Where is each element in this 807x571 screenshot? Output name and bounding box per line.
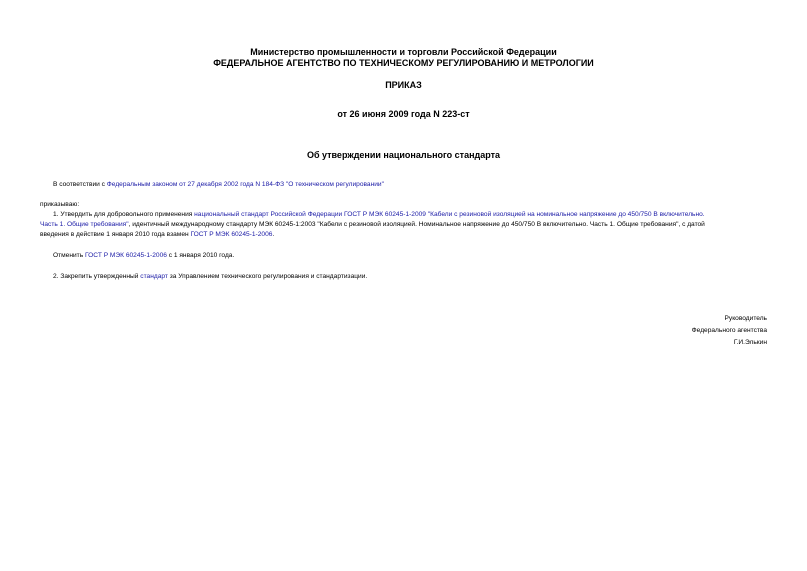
approve-mid: , идентичный международному стандарту МЭК 60245-1:2003 "Кабели с резиновой изоляцией. Номинальное напряжение до 450/750 В включительно. Часть 1. Общие требования", с датой (128, 221, 705, 228)
cancel-suffix: с 1 января 2010 года. (166, 252, 235, 259)
cancel-prefix: Отменить (53, 252, 85, 259)
signature-block (692, 313, 767, 349)
signature-name: Г.И.Элькин (733, 339, 767, 346)
signature-organization: Федерального агентства (691, 327, 767, 334)
paragraph-approve-line2 (40, 220, 705, 230)
doc-type: ПРИКАЗ (385, 80, 422, 90)
paragraph-assign (53, 272, 367, 282)
national-standard-link-part2[interactable]: Часть 1. Общие требования" (40, 221, 129, 228)
assign-prefix: 2. Закрепить утвержденный (53, 273, 141, 280)
assign-suffix: за Управлением технического регулирования и стандартизации. (167, 273, 368, 280)
agency-title: ФЕДЕРАЛЬНОЕ АГЕНТСТВО ПО ТЕХНИЧЕСКОМУ РЕГУЛИРОВАНИЮ И МЕТРОЛОГИИ (213, 58, 594, 68)
paragraph-approve-line3 (40, 230, 274, 240)
gost-2006-link[interactable]: ГОСТ Р МЭК 60245-1-2006 (190, 231, 273, 238)
federal-law-link[interactable]: Федеральным законом от 27 декабря 2002 года N 184-ФЗ "О техническом регулировании" (106, 181, 384, 188)
subject-title: Об утверждении национального стандарта (306, 150, 501, 160)
approve-end: . (272, 231, 275, 238)
national-standard-link[interactable]: национальный стандарт Российской Федерации ГОСТ Р МЭК 60245-1-2009 "Кабели с резиновой изоляцией на номинальное напряжение до 450/750 В включительно. (194, 211, 705, 218)
paragraph-basis (53, 180, 384, 190)
standard-link[interactable]: стандарт (140, 273, 168, 280)
date-number: от 26 июня 2009 года N 223-ст (337, 109, 470, 119)
gost-2006-cancel-link[interactable]: ГОСТ Р МЭК 60245-1-2006 (84, 252, 167, 259)
basis-prefix: В соответствии с (53, 181, 107, 188)
ministry-title: Министерство промышленности и торговли Российской Федерации (250, 47, 557, 57)
approve-tail-prefix: введения в действие 1 января 2010 года взамен (40, 231, 191, 238)
paragraph-cancel (53, 251, 234, 261)
paragraph-order: приказываю: (40, 201, 80, 208)
signature-position: Руководитель (724, 315, 767, 322)
approve-prefix: 1. Утвердить для добровольного применения (53, 211, 195, 218)
paragraph-approve-line1 (53, 210, 705, 220)
